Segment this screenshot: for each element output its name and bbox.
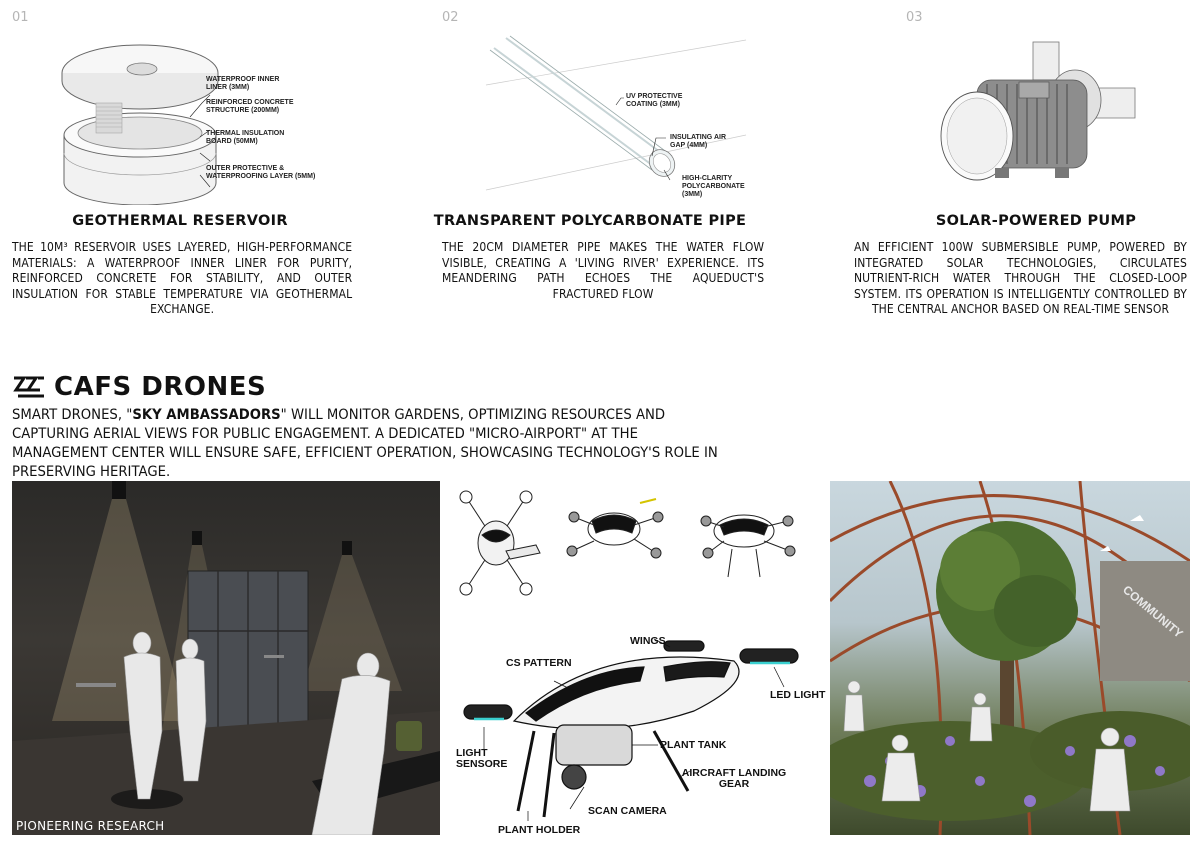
callout-insulation: THERMAL INSULATION BOARD (50MM) (206, 130, 285, 145)
label-plant-holder: PLANT HOLDER (498, 824, 581, 836)
label-landing-gear: AIRCRAFT LANDING GEAR (681, 767, 787, 790)
drones-description: SMART DRONES, "SKY AMBASSADORS" WILL MONITOR GARDENS, OPTIMIZING RESOURCES AND CAPTURING AERIAL VIEWS FOR PUBLIC ENGAGEMENT. A DEDICATED "MICRO-AIRPORT" AT THE MANAGEMENT CENTER WILL ENSURE SAFE, EFFICIENT OPERATION, SHOWCASING TECHNOLOGY'S ROLE IN PRESERVING HERITAGE. (12, 407, 718, 480)
label-light-sensore: LIGHT SENSORE (456, 747, 508, 770)
pump-illustration (935, 40, 1140, 195)
pipe-illustration (476, 30, 756, 195)
dome-scene (830, 481, 1190, 835)
pipe-title: TRANSPARENT POLYCARBONATE PIPE (433, 213, 747, 229)
sky-ambassadors-emphasis: SKY AMBASSADORS (132, 407, 281, 423)
callout-uv-coating: UV PROTECTIVE COATING (3MM) (626, 93, 683, 108)
photo-caption: PIONEERING RESEARCH (16, 819, 165, 833)
section-number-02: 02 (442, 10, 459, 25)
reservoir-description: THE 10M³ RESERVOIR USES LAYERED, HIGH-PERFORMANCE MATERIALS: A WATERPROOF INNER LINER FOR PURITY, REINFORCED CONCRETE FOR STABILITY, AND OUTER INSULATION FOR STABLE TEMPERATURE VIA GEOTHERMAL EXCHANGE. (12, 240, 353, 316)
callout-outer-layer: OUTER PROTECTIVE & WATERPROOFING LAYER (5MM) (206, 165, 316, 180)
pump-description: AN EFFICIENT 100W SUBMERSIBLE PUMP, POWERED BY INTEGRATED SOLAR TECHNOLOGIES, CIRCULATES NUTRIENT-RICH WATER THROUGH THE CLOSED-LOOP SYSTEM. ITS OPERATION IS INTELLIGENTLY CONTROLLED BY THE CENTRAL ANCHOR BASED ON REAL-TIME SENSOR (854, 240, 1187, 316)
label-cs-pattern: CS PATTERN (506, 657, 572, 669)
section-number-01: 01 (12, 10, 29, 25)
drone-angle-view-1 (567, 499, 663, 558)
reservoir-title: GEOTHERMAL RESERVOIR (72, 213, 288, 229)
drones-heading (12, 370, 266, 404)
callout-inner-liner: WATERPROOF INNER LINER (3MM) (206, 76, 280, 91)
drone-angle-view-2 (701, 515, 795, 577)
drones-title: CAFS DRONES (54, 372, 267, 402)
lab-scene (12, 481, 440, 835)
label-plant-tank: PLANT TANK (660, 739, 727, 751)
label-wings: WINGS (630, 635, 666, 647)
pipe-description: THE 20CM DIAMETER PIPE MAKES THE WATER FLOW VISIBLE, CREATING A 'LIVING RIVER' EXPERIENCE. ITS MEANDERING PATH ECHOES THE AQUEDUCT'S FRACTURED FLOW (442, 240, 765, 301)
section-number-03: 03 (906, 10, 923, 25)
callout-air-gap: INSULATING AIR GAP (4MM) (670, 134, 726, 149)
pump-title: SOLAR-POWERED PUMP (935, 213, 1137, 229)
callout-concrete: REINFORCED CONCRETE STRUCTURE (200MM) (206, 99, 294, 114)
aqueduct-logo-icon (12, 372, 46, 402)
dome-garden-render (830, 481, 1190, 835)
pioneering-research-render (12, 481, 440, 835)
drone-top-view (460, 491, 540, 595)
callout-polycarbonate: HIGH-CLARITY POLYCARBONATE (3MM) (682, 175, 745, 198)
community-sign: COMMUNITY (1120, 582, 1186, 641)
label-scan-camera: SCAN CAMERA (588, 805, 667, 817)
label-led-light: LED LIGHT (770, 689, 826, 701)
